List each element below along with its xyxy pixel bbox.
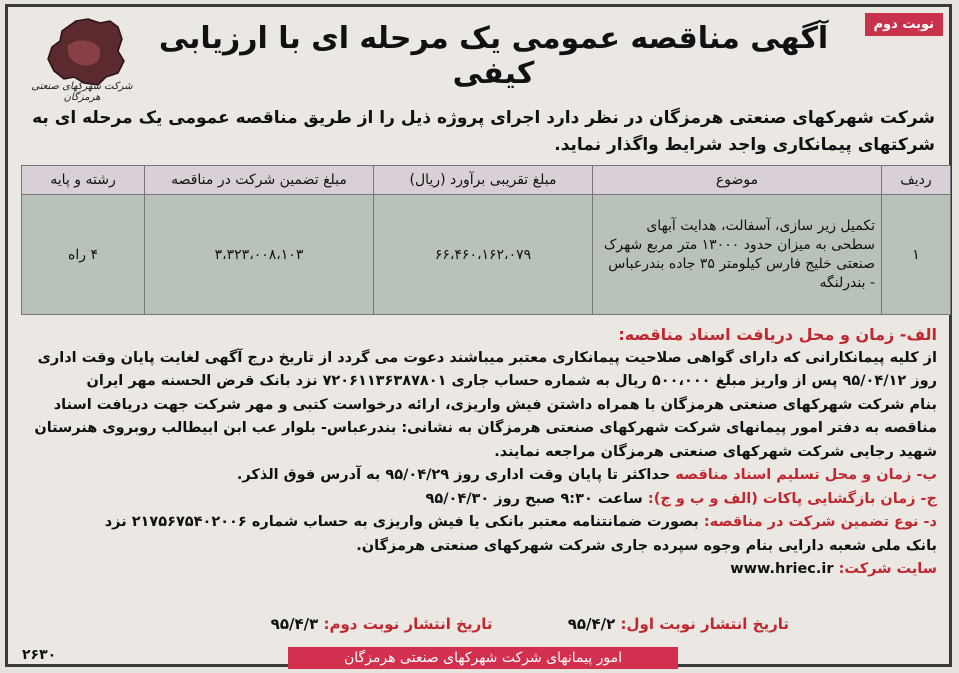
second-pub-label: تاریخ انتشار نوبت دوم: [323,615,493,633]
section-b-text: حداکثر تا پایان وقت اداری روز ۹۵/۰۴/۲۹ به آدرس فوق الذکر. [236,467,671,483]
ad-code: ۲۶۳۰ [22,647,57,663]
col-subject: موضوع [593,166,882,195]
section-d-text: بصورت ضمانتنامه معتبر بانکی یا فیش واریزی به حساب شماره ۲۱۷۵۶۷۵۴۰۲۰۰۶ نزد [104,514,699,530]
col-guarantee: مبلغ تضمین شرکت در مناقصه [145,166,374,195]
publication-dates [238,615,789,633]
website-link[interactable]: www.hriec.ir [730,561,834,577]
second-pub-date: ۹۵/۴/۳ [270,615,319,633]
intro-paragraph: شرکت شهرکهای صنعتی هرمزگان در نظر دارد اجرای پروژه ذیل را از طریق مناقصه عمومی یک مرحله ای به شرکتهای پیمانکاری واجد شرایط واگذار نماید. [32,108,935,155]
row-subject: تکمیل زیر سازی، آسفالت، هدایت آبهای سطحی به میزان حدود ۱۳۰۰۰ متر مربع شهرک صنعتی خلیج فارس کیلومتر ۳۵ جاده بندرعباس - بندرلنگه [593,195,882,315]
notice-title: آگهی مناقصه عمومی یک مرحله ای با ارزیابی کیفی [158,21,829,91]
section-a-title: الف- زمان و محل دریافت اسناد مناقصه: [618,325,937,344]
col-field: رشته و پایه [22,166,145,195]
col-index: ردیف [882,166,951,195]
tender-table [21,165,951,315]
section-b [20,464,937,488]
first-pub-label: تاریخ انتشار نوبت اول: [620,615,789,633]
round-badge: نوبت دوم [865,13,943,36]
row-index: ۱ [882,195,951,315]
section-c-label: ج- زمان بازگشایی پاکات (الف و ب و ج): [647,490,937,507]
first-pub-date: ۹۵/۴/۲ [567,615,616,633]
section-a-line: مناقصه به دفتر امور پیمانهای شرکت شهرکهای صنعتی هرمزگان به نشانی: بندرعباس- بلوار عب ابن ابیطالب روبروی هنرستان [34,420,937,436]
section-d-line2: بانک ملی شعبه دارایی بنام وجوه سپرده جاری شرکت شهرکهای صنعتی هرمزگان. [356,537,937,554]
section-b-label: ب- زمان و محل تسلیم اسناد مناقصه [675,467,937,483]
notice-frame [5,4,952,667]
section-c-text: ساعت ۹:۳۰ صبح روز ۹۵/۰۴/۳۰ [425,490,643,507]
section-c [20,488,937,512]
col-estimate: مبلغ تقریبی برآورد (ریال) [374,166,593,195]
logo-caption: شرکت شهرکهای صنعتی هرمزگان [31,81,133,103]
table-header-row [22,166,951,195]
section-d-label: د- نوع تضمین شرکت در مناقصه: [703,514,937,530]
website-label: سایت شرکت: [838,561,937,577]
row-guarantee: ۳،۳۲۳،۰۰۸،۱۰۳ [145,195,374,315]
table-row [22,195,951,315]
row-estimate: ۶۶،۴۶۰،۱۶۲،۰۷۹ [374,195,593,315]
section-a-line: از کلیه پیمانکارانی که دارای گواهی صلاحیت پیمانکاری معتبر میباشند دعوت می گردد از تاریخ درج آگهی لغایت پایان وقت اداری [37,349,937,366]
row-field: ۴ راه [22,195,145,315]
footer-banner: امور پیمانهای شرکت شهرکهای صنعتی هرمزگان [288,647,678,669]
section-a-line: روز ۹۵/۰۴/۱۲ پس از واریز مبلغ ۵۰۰،۰۰۰ ریال به شماره حساب جاری ۷۲۰۶۱۱۳۶۳۸۷۸۰۱ نزد بانک قرض الحسنه مهر ایران [86,373,937,389]
website-row [20,558,937,582]
notice-body [20,323,937,582]
section-a-line: بنام شرکت شهرکهای صنعتی هرمزگان با همراه داشتن فیش واریزی، ارائه درخواست کتبی و مهر شرکت جهت دریافت اسناد [53,396,937,413]
section-d [20,511,937,535]
section-a-line: شهید رجایی شرکت شهرکهای صنعتی هرمزگان مراجعه نمایند. [494,443,937,460]
